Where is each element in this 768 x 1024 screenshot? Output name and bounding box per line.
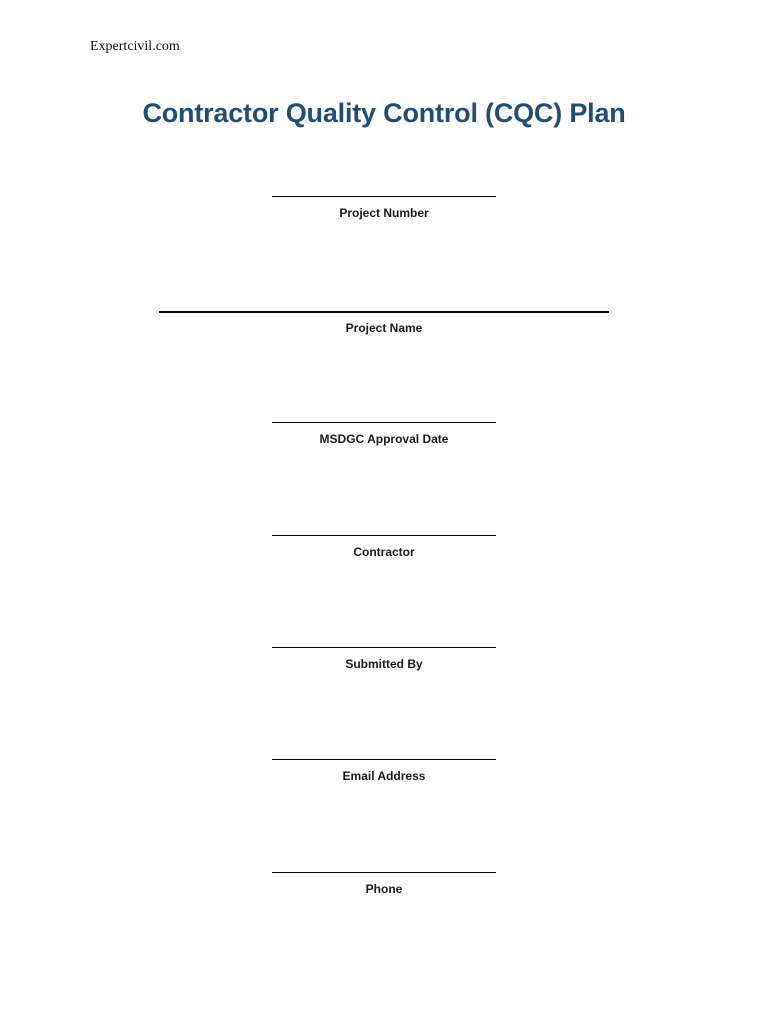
project-number-blank-line[interactable] bbox=[272, 196, 496, 197]
contractor-blank-line[interactable] bbox=[272, 535, 496, 536]
submitted-by-blank-line[interactable] bbox=[272, 647, 496, 648]
site-watermark: Expertcivil.com bbox=[90, 39, 180, 54]
field-phone bbox=[0, 872, 768, 896]
email-address-blank-line[interactable] bbox=[272, 759, 496, 760]
project-name-blank-line[interactable] bbox=[159, 311, 609, 313]
contractor-label: Contractor bbox=[353, 545, 415, 559]
phone-blank-line[interactable] bbox=[272, 872, 496, 873]
msdgc-approval-date-blank-line[interactable] bbox=[272, 422, 496, 423]
email-address-label: Email Address bbox=[342, 769, 426, 783]
submitted-by-label: Submitted By bbox=[345, 657, 423, 671]
project-name-label: Project Name bbox=[345, 321, 423, 335]
field-submitted-by bbox=[0, 647, 768, 671]
document-title: Contractor Quality Control (CQC) Plan bbox=[142, 98, 626, 128]
msdgc-approval-date-label: MSDGC Approval Date bbox=[319, 432, 449, 446]
field-msdgc-approval-date bbox=[0, 422, 768, 446]
project-number-label: Project Number bbox=[339, 206, 429, 220]
field-contractor bbox=[0, 535, 768, 559]
field-project-name bbox=[0, 311, 768, 335]
field-email-address bbox=[0, 759, 768, 783]
phone-label: Phone bbox=[365, 882, 403, 896]
field-project-number bbox=[0, 196, 768, 220]
